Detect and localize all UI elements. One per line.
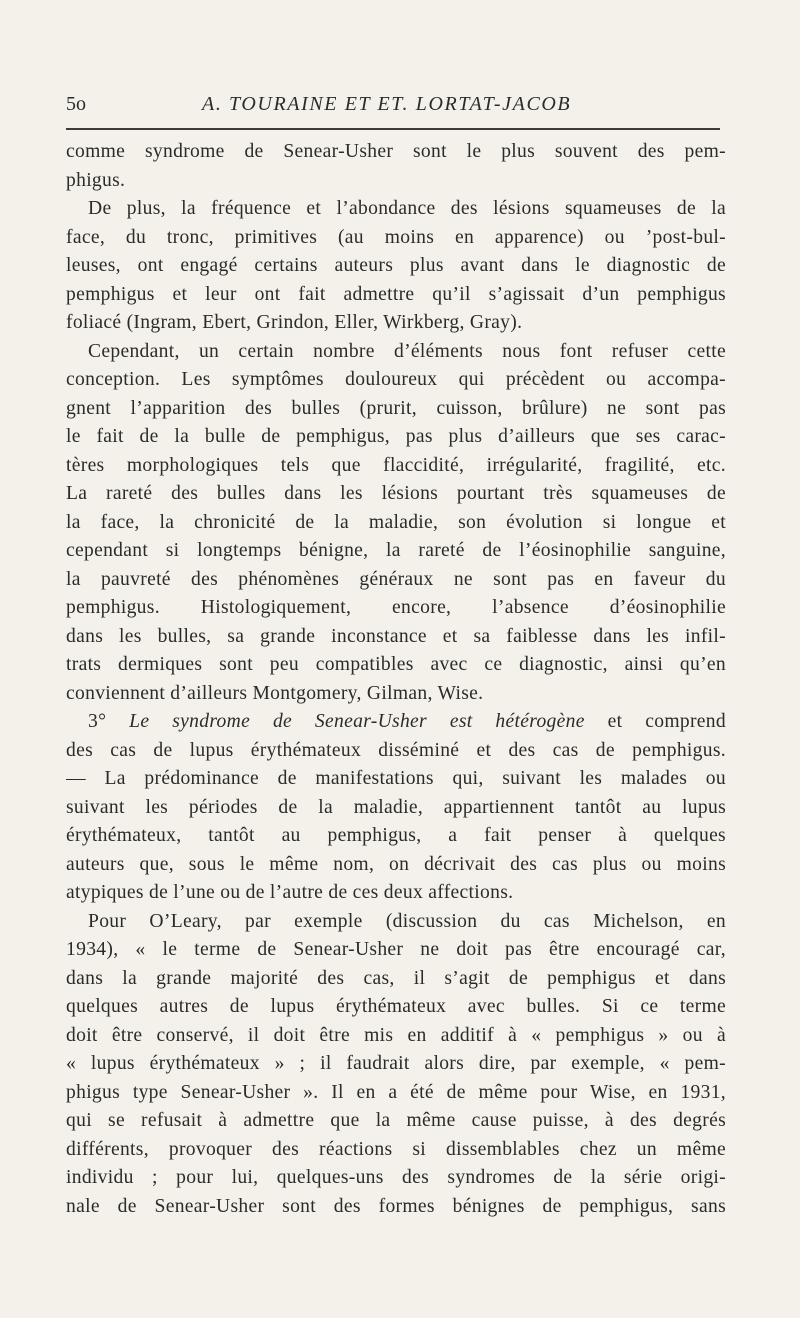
text-line: comme syndrome de Senear-Usher sont le plus souvent des pem-	[66, 141, 726, 162]
text-line: doit être conservé, il doit être mis en additif à « pemphigus » ou à	[66, 1024, 726, 1046]
text-line: érythémateux, tantôt au pemphigus, a fait penser à quelques	[66, 825, 726, 846]
text-line: atypiques de l’une ou de l’autre de ces deux affections.	[66, 882, 514, 903]
text-line: suivant les périodes de la maladie, appartiennent tantôt au lupus	[66, 796, 726, 818]
text-line: leuses, ont engagé certains auteurs plus avant dans le diagnostic de	[66, 255, 726, 276]
text-line: dans les bulles, sa grande inconstance et sa faiblesse dans les infil-	[66, 625, 726, 647]
text-line: conviennent d’ailleurs Montgomery, Gilman, Wise.	[66, 682, 484, 704]
text-line: gnent l’apparition des bulles (prurit, cuisson, brûlure) ne sont pas	[66, 397, 726, 419]
header-rule	[66, 128, 720, 130]
text-line: des cas de lupus érythémateux disséminé et des cas de pemphigus.	[66, 739, 726, 761]
text-line: Pour O’Leary, par exemple (discussion du cas Michelson, en	[88, 910, 726, 932]
running-title: A. TOURAINE ET ET. LORTAT-JACOB	[202, 93, 572, 115]
text-line: phigus type Senear-Usher ». Il en a été de même pour Wise, en 1931,	[66, 1081, 726, 1103]
text-line: dans la grande majorité des cas, il s’agit de pemphigus et dans	[66, 967, 726, 989]
text-line: « lupus érythémateux » ; il faudrait alors dire, par exemple, « pem-	[66, 1053, 726, 1074]
text-line: Cependant, un certain nombre d’éléments nous font refuser cette	[88, 340, 726, 362]
text-line: différents, provoquer des réactions si dissemblables chez un même	[66, 1138, 726, 1160]
text-line: — La prédominance de manifestations qui, suivant les malades ou	[66, 768, 726, 789]
text-line: 1934), « le terme de Senear-Usher ne doit pas être encouragé car,	[66, 939, 726, 960]
page-header	[66, 91, 724, 117]
section-heading-tail: et comprend	[584, 711, 726, 732]
text-line: tères morphologiques tels que flaccidité, irrégularité, fragilité, etc.	[66, 454, 726, 476]
section-number: 3°	[88, 711, 130, 732]
text-line: individu ; pour lui, quelques-uns des syndromes de la série origi-	[66, 1167, 726, 1188]
page-number: 5o	[66, 93, 86, 115]
text-line: qui se refusait à admettre que la même cause puisse, à des degrés	[66, 1110, 726, 1131]
text-line: la pauvreté des phénomènes généraux ne sont pas en faveur du	[66, 568, 726, 590]
text-line: la face, la chronicité de la maladie, son évolution si longue et	[66, 511, 726, 533]
text-line-section-3	[66, 708, 726, 737]
text-line: face, du tronc, primitives (au moins en apparence) ou ’post-bul-	[66, 226, 726, 248]
text-line: trats dermiques sont peu compatibles avec ce diagnostic, ainsi qu’en	[66, 654, 726, 675]
text-line: pemphigus et leur ont fait admettre qu’il s’agissait d’un pemphigus	[66, 283, 726, 305]
text-line: foliacé (Ingram, Ebert, Grindon, Eller, Wirkberg, Gray).	[66, 312, 523, 333]
text-line: La rareté des bulles dans les lésions pourtant très squameuses de	[66, 483, 726, 504]
text-line: phigus.	[66, 169, 126, 191]
text-line: nale de Senear-Usher sont des formes bénignes de pemphigus, sans	[66, 1195, 726, 1217]
text-line: conception. Les symptômes douloureux qui précèdent ou accompa-	[66, 369, 726, 390]
text-line: cependant si longtemps bénigne, la rareté de l’éosinophilie sanguine,	[66, 540, 726, 561]
text-line: De plus, la fréquence et l’abondance des lésions squameuses de la	[88, 198, 726, 219]
text-line: quelques autres de lupus érythémateux avec bulles. Si ce terme	[66, 996, 726, 1017]
text-line: pemphigus. Histologiquement, encore, l’absence d’éosinophilie	[66, 597, 726, 618]
text-line: le fait de la bulle de pemphigus, pas plus d’ailleurs que ses carac-	[66, 426, 726, 447]
body-text	[66, 138, 726, 1221]
text-line: auteurs que, sous le même nom, on décrivait des cas plus ou moins	[66, 853, 726, 875]
section-heading: Le syndrome de Senear-Usher est hétérogène	[129, 711, 585, 732]
